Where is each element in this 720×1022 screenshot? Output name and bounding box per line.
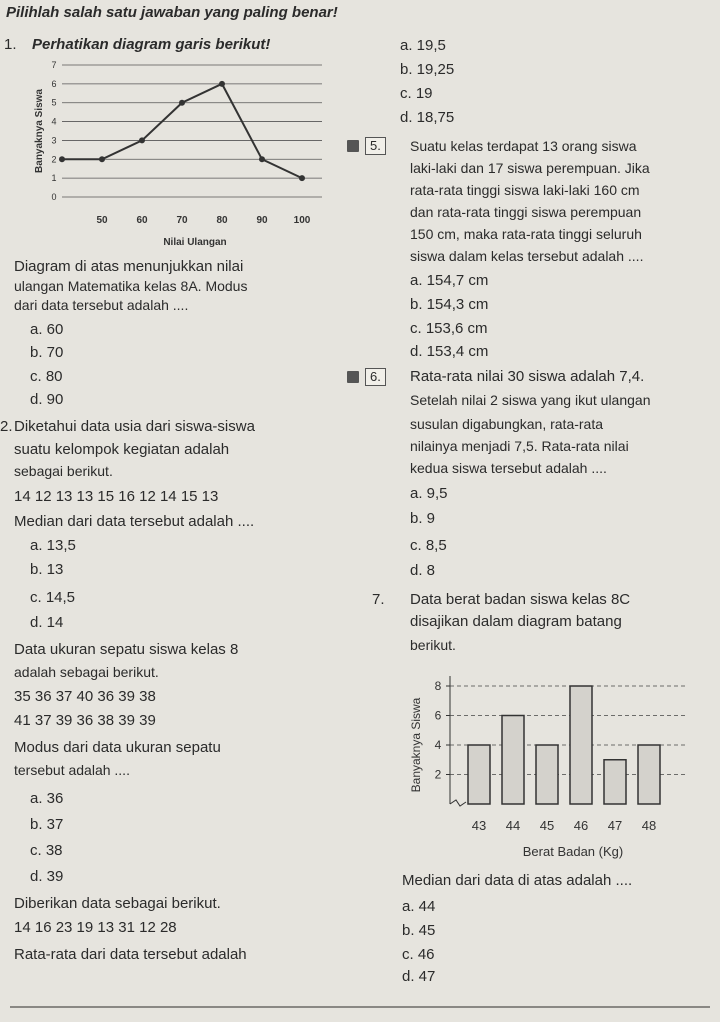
line-chart [30, 55, 330, 255]
q2-option-b[interactable]: b. 13 [30, 561, 64, 578]
q5-text-line-4: dan rata-rata tinggi siswa perempuan [410, 204, 642, 220]
bar-chart-x-label: Berat Badan (Kg) [522, 844, 624, 859]
line-chart-y-tick: 0 [51, 192, 57, 202]
bar-chart-bar-44 [502, 716, 524, 805]
q6-badge-icon [347, 371, 359, 383]
line-chart-x-tick: 60 [136, 215, 148, 226]
right-top-option-d[interactable]: d. 18,75 [400, 109, 455, 126]
bar-chart [398, 668, 698, 868]
line-chart-x-tick: 80 [216, 215, 228, 226]
line-chart-point-5 [259, 156, 265, 162]
q1-option-b[interactable]: b. 70 [30, 344, 64, 361]
q7-after-chart: Median dari data di atas adalah .... [402, 872, 633, 889]
bar-chart-y-tick: 6 [434, 708, 442, 723]
q2-option-a[interactable]: a. 13,5 [30, 537, 76, 554]
q6-text-line-1: Rata-rata nilai 30 siswa adalah 7,4. [410, 368, 645, 385]
q7-text-line-3: berikut. [410, 637, 456, 653]
bar-chart-x-tick: 47 [607, 818, 623, 833]
q5-text-line-1: Suatu kelas terdapat 13 orang siswa [410, 138, 637, 154]
line-chart-y-tick: 6 [51, 78, 57, 89]
q3-text-line-1: Data ukuran sepatu siswa kelas 8 [14, 641, 239, 658]
q6-text-line-5: kedua siswa tersebut adalah .... [410, 460, 607, 476]
right-top-option-b[interactable]: b. 19,25 [400, 61, 455, 78]
q3-option-b[interactable]: b. 37 [30, 816, 64, 833]
q4-data: 14 16 23 19 13 31 12 28 [14, 919, 177, 936]
bar-chart-bar-43 [468, 745, 490, 804]
q1-option-d[interactable]: d. 90 [30, 391, 64, 408]
line-chart-y-tick: 3 [51, 135, 57, 146]
line-chart-point-2 [139, 137, 145, 143]
q1-title: Perhatikan diagram garis berikut! [32, 36, 271, 53]
q3-option-c[interactable]: c. 38 [30, 842, 63, 859]
q3-option-d[interactable]: d. 39 [30, 868, 64, 885]
bar-chart-bar-45 [536, 745, 558, 804]
line-chart-x-tick: 100 [293, 215, 311, 226]
right-top-option-c[interactable]: c. 19 [400, 85, 433, 102]
line-chart-point-1 [99, 156, 105, 162]
q2-text-line-2: suatu kelompok kegiatan adalah [14, 441, 230, 458]
q5-text-line-2: laki-laki dan 17 siswa perempuan. Jika [410, 160, 650, 176]
q3-text-line-6: tersebut adalah .... [14, 762, 130, 778]
q2-text-line-3: sebagai berikut. [14, 463, 113, 479]
bar-chart-x-tick: 45 [539, 818, 555, 833]
instruction-header: Pilihlah salah satu jawaban yang paling benar! [6, 4, 338, 21]
bar-chart-x-tick: 48 [641, 818, 657, 833]
bar-chart-bar-47 [604, 760, 626, 804]
q1-option-c[interactable]: c. 80 [30, 368, 63, 385]
q3-text-line-5: Modus dari data ukuran sepatu [14, 739, 221, 756]
line-chart-point-4 [219, 81, 225, 87]
bar-chart-y-tick: 2 [434, 767, 442, 782]
q7-number: 7. [372, 591, 385, 608]
q3-text-line-2: adalah sebagai berikut. [14, 664, 159, 680]
line-chart-point-0 [59, 156, 65, 162]
q7-option-c[interactable]: c. 46 [402, 946, 435, 963]
bar-chart-x-tick: 43 [471, 818, 487, 833]
line-chart-y-tick: 1 [51, 173, 57, 184]
line-chart-y-tick: 2 [51, 154, 57, 165]
bar-chart-x-tick: 46 [573, 818, 589, 833]
q5-option-c[interactable]: c. 153,6 cm [410, 320, 488, 337]
q2-text-line-5: Median dari data tersebut adalah .... [14, 513, 255, 530]
q4-text-line-1: Diberikan data sebagai berikut. [14, 895, 221, 912]
q6-option-d[interactable]: d. 8 [410, 562, 436, 579]
q1-text-line-1: Diagram di atas menunjukkan nilai [14, 258, 244, 275]
q2-text-line-1: Diketahui data usia dari siswa-siswa [14, 418, 255, 435]
q3-option-a[interactable]: a. 36 [30, 790, 64, 807]
bar-chart-x-tick: 44 [505, 818, 521, 833]
q3-data-line-1: 35 36 37 40 36 39 38 [14, 688, 156, 705]
line-chart-x-label: Nilai Ulangan [163, 237, 227, 248]
bar-chart-y-tick: 8 [434, 679, 442, 693]
bar-chart-bar-46 [570, 686, 592, 804]
q6-text-line-2: Setelah nilai 2 siswa yang ikut ulangan [410, 392, 651, 408]
q6-option-b[interactable]: b. 9 [410, 510, 436, 527]
q5-text-line-3: rata-rata tinggi siswa laki-laki 160 cm [410, 182, 640, 198]
q2-data: 14 12 13 13 15 16 12 14 15 13 [14, 488, 219, 505]
q7-text-line-1: Data berat badan siswa kelas 8C [410, 591, 631, 608]
bar-chart-y-label: Banyaknya Siswa [409, 697, 423, 793]
q6-text-line-3: susulan digabungkan, rata-rata [410, 416, 604, 432]
q7-option-d[interactable]: d. 47 [402, 968, 436, 985]
bar-chart-axis-break [450, 800, 466, 806]
line-chart-point-3 [179, 100, 185, 106]
bar-chart-bar-48 [638, 745, 660, 804]
bottom-divider [10, 1006, 710, 1008]
q5-option-a[interactable]: a. 154,7 cm [410, 272, 489, 289]
q5-option-d[interactable]: d. 153,4 cm [410, 343, 489, 360]
q1-text-line-2: ulangan Matematika kelas 8A. Modus [14, 278, 248, 294]
line-chart-series-line [62, 84, 302, 178]
q4-text-line-3: Rata-rata dari data tersebut adalah [14, 946, 247, 963]
line-chart-point-6 [299, 175, 305, 181]
q6-number: 6. [365, 368, 386, 386]
q6-option-a[interactable]: a. 9,5 [410, 485, 448, 502]
q7-option-a[interactable]: a. 44 [402, 898, 436, 915]
bar-chart-y-tick: 4 [434, 738, 442, 752]
q2-option-c[interactable]: c. 14,5 [30, 589, 76, 606]
line-chart-x-tick: 50 [96, 215, 108, 226]
q2-option-d[interactable]: d. 14 [30, 614, 64, 631]
q1-option-a[interactable]: a. 60 [30, 321, 64, 338]
q7-option-b[interactable]: b. 45 [402, 922, 436, 939]
line-chart-y-tick: 4 [51, 116, 57, 127]
q5-option-b[interactable]: b. 154,3 cm [410, 296, 489, 313]
q5-text-line-5: 150 cm, maka rata-rata tinggi seluruh [410, 226, 642, 242]
q6-option-c[interactable]: c. 8,5 [410, 537, 447, 554]
q5-number: 5. [365, 137, 386, 155]
q1-text-line-3: dari data tersebut adalah .... [14, 297, 189, 313]
q2-number: 2. [0, 418, 13, 435]
q5-text-line-6: siswa dalam kelas tersebut adalah .... [410, 248, 644, 264]
q6-text-line-4: nilainya menjadi 7,5. Rata-rata nilai [410, 438, 629, 454]
q7-text-line-2: disajikan dalam diagram batang [410, 613, 622, 630]
line-chart-y-tick: 7 [51, 60, 57, 70]
line-chart-x-tick: 90 [256, 215, 268, 226]
right-top-option-a[interactable]: a. 19,5 [400, 37, 446, 54]
line-chart-y-tick: 5 [51, 97, 57, 108]
q5-badge-icon [347, 140, 359, 152]
line-chart-x-tick: 70 [176, 215, 188, 226]
q3-data-line-2: 41 37 39 36 38 39 39 [14, 712, 156, 729]
line-chart-y-label: Banyaknya Siswa [34, 89, 45, 173]
q1-number: 1. [4, 36, 17, 53]
